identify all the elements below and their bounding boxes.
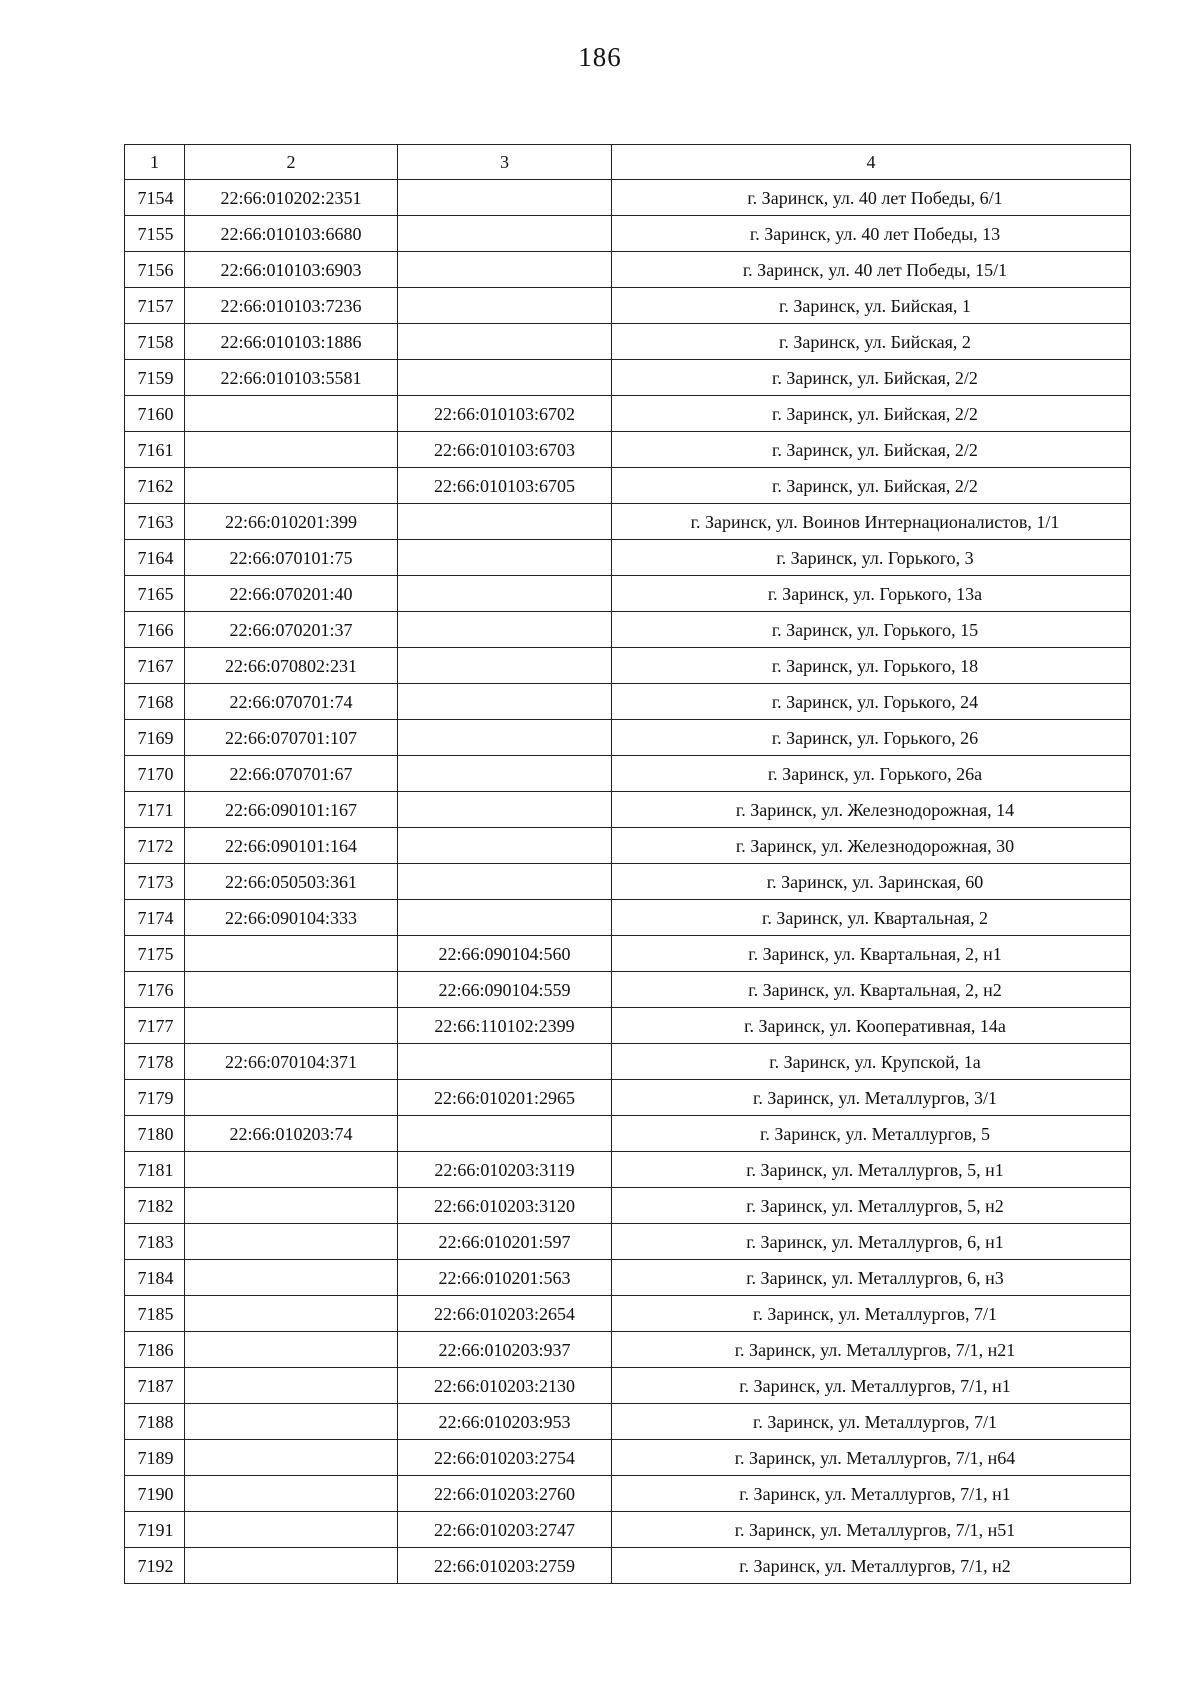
cadastral-number-cell (185, 1476, 398, 1512)
table-row (125, 936, 1131, 972)
table-row (125, 1332, 1131, 1368)
table-row (125, 1044, 1131, 1080)
cadastral-number-alt-cell (398, 828, 612, 864)
table-row (125, 540, 1131, 576)
cadastral-number-cell: 22:66:090101:167 (185, 792, 398, 828)
table-row (125, 504, 1131, 540)
cadastral-number-cell: 22:66:070701:67 (185, 756, 398, 792)
address-cell: г. Заринск, ул. Металлургов, 6, н3 (612, 1260, 1131, 1296)
cadastral-number-alt-cell (398, 720, 612, 756)
page-number: 186 (578, 42, 622, 72)
cadastral-number-alt-cell (398, 504, 612, 540)
cadastral-number-cell: 22:66:070701:107 (185, 720, 398, 756)
row-number-cell: 7179 (125, 1080, 185, 1116)
address-cell: г. Заринск, ул. Бийская, 2/2 (612, 432, 1131, 468)
address-cell: г. Заринск, ул. Металлургов, 7/1, н21 (612, 1332, 1131, 1368)
table-row (125, 864, 1131, 900)
cadastral-number-alt-cell: 22:66:090104:560 (398, 936, 612, 972)
row-number-cell: 7174 (125, 900, 185, 936)
table-row (125, 792, 1131, 828)
cadastral-number-alt-cell (398, 540, 612, 576)
address-cell: г. Заринск, ул. 40 лет Победы, 15/1 (612, 252, 1131, 288)
cadastral-number-alt-cell (398, 180, 612, 216)
address-cell: г. Заринск, ул. Металлургов, 7/1, н64 (612, 1440, 1131, 1476)
cadastral-number-alt-cell: 22:66:010203:2747 (398, 1512, 612, 1548)
cadastral-number-cell: 22:66:070101:75 (185, 540, 398, 576)
row-number-cell: 7192 (125, 1548, 185, 1584)
address-cell: г. Заринск, ул. Металлургов, 7/1, н51 (612, 1512, 1131, 1548)
address-cell: г. Заринск, ул. Металлургов, 6, н1 (612, 1224, 1131, 1260)
address-cell: г. Заринск, ул. Металлургов, 3/1 (612, 1080, 1131, 1116)
row-number-cell: 7156 (125, 252, 185, 288)
table-container (124, 144, 1131, 1584)
table-row (125, 1080, 1131, 1116)
cadastral-number-cell (185, 432, 398, 468)
row-number-cell: 7189 (125, 1440, 185, 1476)
cadastral-number-cell: 22:66:010103:6903 (185, 252, 398, 288)
row-number-cell: 7158 (125, 324, 185, 360)
cadastral-number-alt-cell: 22:66:010203:2654 (398, 1296, 612, 1332)
table-row (125, 468, 1131, 504)
address-cell: г. Заринск, ул. Кооперативная, 14а (612, 1008, 1131, 1044)
cadastral-number-cell: 22:66:070701:74 (185, 684, 398, 720)
cadastral-number-alt-cell: 22:66:090104:559 (398, 972, 612, 1008)
address-cell: г. Заринск, ул. Бийская, 2/2 (612, 360, 1131, 396)
cadastral-number-alt-cell: 22:66:010201:563 (398, 1260, 612, 1296)
cadastral-number-alt-cell (398, 612, 612, 648)
cadastral-number-cell (185, 972, 398, 1008)
cadastral-number-alt-cell (398, 900, 612, 936)
cadastral-number-cell (185, 468, 398, 504)
table-body (125, 180, 1131, 1584)
address-cell: г. Заринск, ул. Заринская, 60 (612, 864, 1131, 900)
cadastral-number-cell (185, 1260, 398, 1296)
cadastral-number-alt-cell (398, 216, 612, 252)
row-number-cell: 7159 (125, 360, 185, 396)
table-row (125, 1116, 1131, 1152)
table-row (125, 1188, 1131, 1224)
table-row (125, 900, 1131, 936)
table-row (125, 1008, 1131, 1044)
cadastral-number-cell (185, 936, 398, 972)
row-number-cell: 7184 (125, 1260, 185, 1296)
address-cell: г. Заринск, ул. Металлургов, 7/1 (612, 1404, 1131, 1440)
address-cell: г. Заринск, ул. Квартальная, 2 (612, 900, 1131, 936)
row-number-cell: 7170 (125, 756, 185, 792)
table-row (125, 1224, 1131, 1260)
cadastral-number-alt-cell (398, 864, 612, 900)
address-cell: г. Заринск, ул. Железнодорожная, 14 (612, 792, 1131, 828)
table-row (125, 1260, 1131, 1296)
address-cell: г. Заринск, ул. Горького, 26а (612, 756, 1131, 792)
table-row (125, 324, 1131, 360)
cadastral-number-cell (185, 1440, 398, 1476)
cadastral-number-cell (185, 1404, 398, 1440)
cadastral-number-cell (185, 1368, 398, 1404)
header-col-2: 2 (185, 145, 398, 180)
table-row (125, 828, 1131, 864)
cadastral-number-alt-cell (398, 324, 612, 360)
cadastral-number-cell: 22:66:090104:333 (185, 900, 398, 936)
table-header (125, 145, 1131, 180)
address-cell: г. Заринск, ул. Бийская, 2 (612, 324, 1131, 360)
cadastral-number-cell: 22:66:050503:361 (185, 864, 398, 900)
header-col-1: 1 (125, 145, 185, 180)
row-number-cell: 7178 (125, 1044, 185, 1080)
address-cell: г. Заринск, ул. Металлургов, 7/1 (612, 1296, 1131, 1332)
address-cell: г. Заринск, ул. Квартальная, 2, н1 (612, 936, 1131, 972)
cadastral-number-cell (185, 1296, 398, 1332)
table-row (125, 720, 1131, 756)
row-number-cell: 7172 (125, 828, 185, 864)
address-cell: г. Заринск, ул. Горького, 26 (612, 720, 1131, 756)
row-number-cell: 7173 (125, 864, 185, 900)
address-cell: г. Заринск, ул. Металлургов, 7/1, н2 (612, 1548, 1131, 1584)
cadastral-number-cell: 22:66:070802:231 (185, 648, 398, 684)
address-cell: г. Заринск, ул. 40 лет Победы, 13 (612, 216, 1131, 252)
address-cell: г. Заринск, ул. Металлургов, 7/1, н1 (612, 1368, 1131, 1404)
table-row (125, 1296, 1131, 1332)
cadastral-number-cell (185, 396, 398, 432)
address-cell: г. Заринск, ул. Металлургов, 7/1, н1 (612, 1476, 1131, 1512)
row-number-cell: 7177 (125, 1008, 185, 1044)
address-cell: г. Заринск, ул. Горького, 3 (612, 540, 1131, 576)
row-number-cell: 7163 (125, 504, 185, 540)
cadastral-number-alt-cell: 22:66:010103:6703 (398, 432, 612, 468)
cadastral-number-alt-cell: 22:66:010203:3119 (398, 1152, 612, 1188)
cadastral-number-alt-cell: 22:66:010203:937 (398, 1332, 612, 1368)
row-number-cell: 7175 (125, 936, 185, 972)
data-table (124, 144, 1131, 1584)
cadastral-number-alt-cell (398, 648, 612, 684)
cadastral-number-alt-cell (398, 756, 612, 792)
cadastral-number-cell: 22:66:090101:164 (185, 828, 398, 864)
cadastral-number-cell: 22:66:010103:7236 (185, 288, 398, 324)
cadastral-number-cell: 22:66:010203:74 (185, 1116, 398, 1152)
row-number-cell: 7154 (125, 180, 185, 216)
row-number-cell: 7167 (125, 648, 185, 684)
row-number-cell: 7190 (125, 1476, 185, 1512)
cadastral-number-cell (185, 1548, 398, 1584)
cadastral-number-alt-cell (398, 288, 612, 324)
table-row (125, 1512, 1131, 1548)
cadastral-number-alt-cell: 22:66:010201:597 (398, 1224, 612, 1260)
address-cell: г. Заринск, ул. Металлургов, 5 (612, 1116, 1131, 1152)
table-row (125, 216, 1131, 252)
cadastral-number-alt-cell: 22:66:110102:2399 (398, 1008, 612, 1044)
address-cell: г. Заринск, ул. Металлургов, 5, н2 (612, 1188, 1131, 1224)
cadastral-number-cell (185, 1332, 398, 1368)
cadastral-number-alt-cell: 22:66:010201:2965 (398, 1080, 612, 1116)
row-number-cell: 7182 (125, 1188, 185, 1224)
address-cell: г. Заринск, ул. Квартальная, 2, н2 (612, 972, 1131, 1008)
table-row (125, 180, 1131, 216)
table-row (125, 972, 1131, 1008)
table-row (125, 1368, 1131, 1404)
row-number-cell: 7183 (125, 1224, 185, 1260)
table-row (125, 612, 1131, 648)
address-cell: г. Заринск, ул. Бийская, 2/2 (612, 396, 1131, 432)
cadastral-number-cell (185, 1080, 398, 1116)
cadastral-number-cell (185, 1188, 398, 1224)
row-number-cell: 7181 (125, 1152, 185, 1188)
cadastral-number-alt-cell (398, 1116, 612, 1152)
cadastral-number-cell: 22:66:010202:2351 (185, 180, 398, 216)
table-row (125, 1476, 1131, 1512)
row-number-cell: 7162 (125, 468, 185, 504)
table-row (125, 360, 1131, 396)
address-cell: г. Заринск, ул. Крупской, 1а (612, 1044, 1131, 1080)
row-number-cell: 7180 (125, 1116, 185, 1152)
cadastral-number-alt-cell (398, 576, 612, 612)
cadastral-number-cell: 22:66:070104:371 (185, 1044, 398, 1080)
row-number-cell: 7185 (125, 1296, 185, 1332)
table-row (125, 756, 1131, 792)
cadastral-number-cell (185, 1008, 398, 1044)
cadastral-number-cell: 22:66:010103:1886 (185, 324, 398, 360)
address-cell: г. Заринск, ул. Горького, 24 (612, 684, 1131, 720)
cadastral-number-cell: 22:66:010201:399 (185, 504, 398, 540)
cadastral-number-alt-cell: 22:66:010103:6702 (398, 396, 612, 432)
row-number-cell: 7157 (125, 288, 185, 324)
row-number-cell: 7191 (125, 1512, 185, 1548)
cadastral-number-alt-cell (398, 360, 612, 396)
row-number-cell: 7155 (125, 216, 185, 252)
cadastral-number-alt-cell: 22:66:010203:2130 (398, 1368, 612, 1404)
cadastral-number-cell (185, 1512, 398, 1548)
address-cell: г. Заринск, ул. Железнодорожная, 30 (612, 828, 1131, 864)
table-row (125, 1152, 1131, 1188)
cadastral-number-alt-cell (398, 1044, 612, 1080)
address-cell: г. Заринск, ул. Металлургов, 5, н1 (612, 1152, 1131, 1188)
table-row (125, 684, 1131, 720)
table-row (125, 252, 1131, 288)
cadastral-number-alt-cell: 22:66:010203:2760 (398, 1476, 612, 1512)
cadastral-number-alt-cell: 22:66:010203:2754 (398, 1440, 612, 1476)
table-row (125, 648, 1131, 684)
address-cell: г. Заринск, ул. Бийская, 1 (612, 288, 1131, 324)
row-number-cell: 7169 (125, 720, 185, 756)
table-row (125, 1404, 1131, 1440)
cadastral-number-cell (185, 1224, 398, 1260)
row-number-cell: 7176 (125, 972, 185, 1008)
table-row (125, 432, 1131, 468)
row-number-cell: 7186 (125, 1332, 185, 1368)
table-row (125, 288, 1131, 324)
row-number-cell: 7168 (125, 684, 185, 720)
table-row (125, 1440, 1131, 1476)
table-row (125, 576, 1131, 612)
cadastral-number-cell: 22:66:010103:6680 (185, 216, 398, 252)
row-number-cell: 7161 (125, 432, 185, 468)
row-number-cell: 7188 (125, 1404, 185, 1440)
header-col-3: 3 (398, 145, 612, 180)
cadastral-number-cell: 22:66:010103:5581 (185, 360, 398, 396)
address-cell: г. Заринск, ул. Воинов Интернационалистов, 1/1 (612, 504, 1131, 540)
row-number-cell: 7160 (125, 396, 185, 432)
cadastral-number-cell: 22:66:070201:37 (185, 612, 398, 648)
address-cell: г. Заринск, ул. Бийская, 2/2 (612, 468, 1131, 504)
header-row (125, 145, 1131, 180)
cadastral-number-alt-cell: 22:66:010103:6705 (398, 468, 612, 504)
cadastral-number-alt-cell (398, 252, 612, 288)
row-number-cell: 7164 (125, 540, 185, 576)
header-col-4: 4 (612, 145, 1131, 180)
cadastral-number-alt-cell: 22:66:010203:3120 (398, 1188, 612, 1224)
row-number-cell: 7166 (125, 612, 185, 648)
cadastral-number-cell (185, 1152, 398, 1188)
table-row (125, 1548, 1131, 1584)
address-cell: г. Заринск, ул. Горького, 15 (612, 612, 1131, 648)
cadastral-number-alt-cell: 22:66:010203:953 (398, 1404, 612, 1440)
cadastral-number-alt-cell: 22:66:010203:2759 (398, 1548, 612, 1584)
cadastral-number-alt-cell (398, 684, 612, 720)
cadastral-number-alt-cell (398, 792, 612, 828)
cadastral-number-cell: 22:66:070201:40 (185, 576, 398, 612)
row-number-cell: 7171 (125, 792, 185, 828)
address-cell: г. Заринск, ул. 40 лет Победы, 6/1 (612, 180, 1131, 216)
address-cell: г. Заринск, ул. Горького, 13а (612, 576, 1131, 612)
row-number-cell: 7165 (125, 576, 185, 612)
row-number-cell: 7187 (125, 1368, 185, 1404)
address-cell: г. Заринск, ул. Горького, 18 (612, 648, 1131, 684)
table-row (125, 396, 1131, 432)
